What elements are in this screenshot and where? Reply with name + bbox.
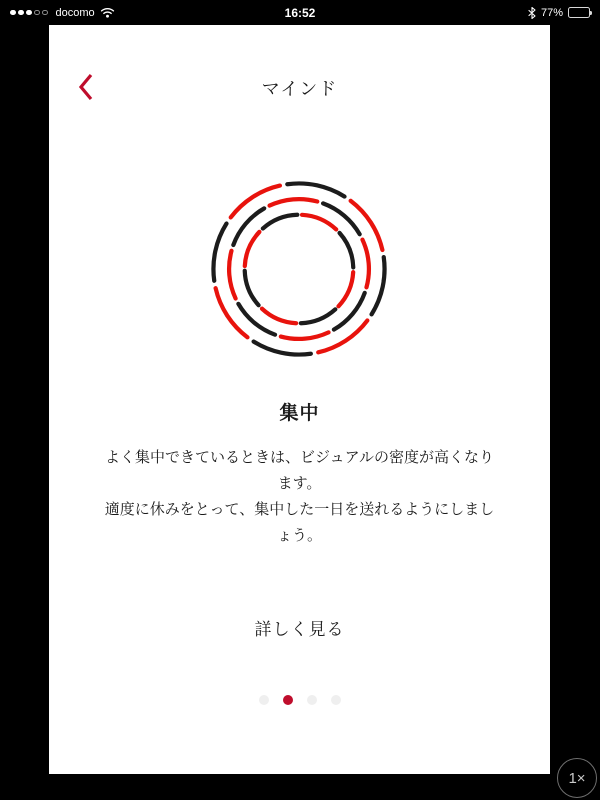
signal-dot bbox=[10, 10, 16, 16]
battery-nub bbox=[590, 11, 592, 15]
signal-dot bbox=[34, 10, 40, 16]
bluetooth-icon bbox=[528, 7, 536, 19]
description-line: ょう。 bbox=[276, 527, 322, 544]
signal-dot bbox=[26, 10, 32, 16]
description-line: 適度に休みをとって、集中した一日を送れるようにしまし bbox=[104, 501, 495, 518]
page-dot[interactable] bbox=[259, 695, 269, 705]
swirl-logo-icon bbox=[207, 177, 391, 361]
battery-percent-label: 77% bbox=[540, 6, 563, 19]
focus-heading: 集中 bbox=[279, 403, 320, 424]
page-dot[interactable] bbox=[307, 695, 317, 705]
clock-time: 16:52 bbox=[284, 5, 316, 20]
page-title: マインド bbox=[261, 79, 338, 99]
carrier-label: docomo bbox=[55, 6, 95, 19]
signal-dot bbox=[42, 10, 48, 16]
description-line: ます。 bbox=[277, 475, 322, 492]
detail-link[interactable]: 詳しく見る bbox=[254, 620, 345, 639]
battery-icon bbox=[568, 7, 590, 18]
description-text bbox=[49, 445, 550, 549]
page-dot[interactable] bbox=[331, 695, 341, 705]
wifi-icon bbox=[100, 7, 115, 18]
signal-strength-icon bbox=[10, 10, 48, 16]
zoom-level-badge[interactable]: 1× bbox=[557, 758, 597, 798]
description-line: よく集中できているときは、ビジュアルの密度が高くなり bbox=[104, 449, 495, 466]
mind-card bbox=[49, 25, 550, 774]
status-bar bbox=[0, 0, 600, 25]
page-dot[interactable] bbox=[283, 695, 293, 705]
signal-dot bbox=[18, 10, 24, 16]
page-indicator bbox=[49, 695, 550, 705]
